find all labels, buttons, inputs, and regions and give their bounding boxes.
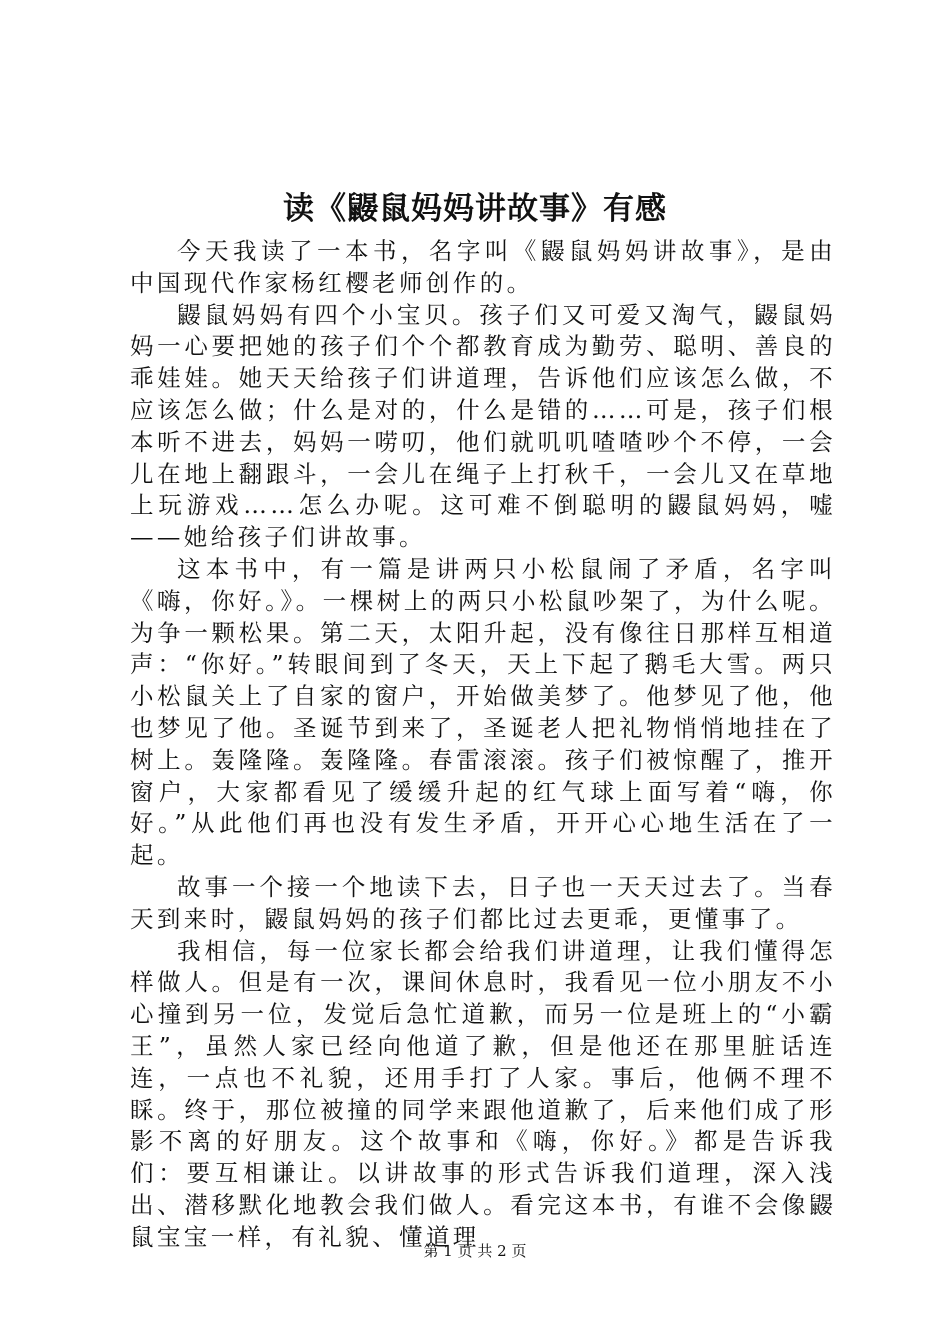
paragraph: 今天我读了一本书，名字叫《鼹鼠妈妈讲故事》，是由中国现代作家杨红樱老师创作的。	[130, 237, 836, 297]
paragraph: 故事一个接一个地读下去，日子也一天天过去了。当春天到来时，鼹鼠妈妈的孩子们都比过去更乖，更懂事了。	[130, 872, 836, 933]
paragraph: 这本书中，有一篇是讲两只小松鼠闹了矛盾，名字叫《嗨，你好。》。一棵树上的两只小松鼠吵架了，为什么呢。为争一颗松果。第二天，太阳升起，没有像往日那样互相道声：“你好。”转眼间到了冬天，天上下起了鹅毛大雪。两只小松鼠关上了自家的窗户，开始做美梦了。他梦见了他，他也梦见了他。圣诞节到来了，圣诞老人把礼物悄悄地挂在了树上。轰隆隆。轰隆隆。春雷滚滚。孩子们被惊醒了，推开窗户，大家都看见了缓缓升起的红气球上面写着“嗨，你好。”从此他们再也没有发生矛盾，开开心心地生活在了一起。	[130, 554, 836, 870]
paragraph: 我相信，每一位家长都会给我们讲道理，让我们懂得怎样做人。但是有一次，课间休息时，我看见一位小朋友不小心撞到另一位，发觉后急忙道歉，而另一位是班上的“小霸王”，虽然人家已经向他道了歉，但是他还在那里脏话连连，一点也不礼貌，还用手打了人家。事后，他俩不理不睬。终于，那位被撞的同学来跟他道歉了，后来他们成了形影不离的好朋友。这个故事和《嗨，你好。》都是告诉我们：要互相谦让。以讲故事的形式告诉我们道理，深入浅出、潜移默化地教会我们做人。看完这本书，有谁不会像鼹鼠宝宝一样，有礼貌、懂道理	[130, 936, 836, 1251]
document-body	[130, 236, 836, 1254]
paragraph: 鼹鼠妈妈有四个小宝贝。孩子们又可爱又淘气，鼹鼠妈妈一心要把她的孩子们个个都教育成为勤劳、聪明、善良的乖娃娃。她天天给孩子们讲道理，告诉他们应该怎么做，不应该怎么做；什么是对的，什么是错的……可是，孩子们根本听不进去，妈妈一唠叨，他们就叽叽喳喳吵个不停，一会儿在地上翻跟斗，一会儿在绳子上打秋千，一会儿又在草地上玩游戏……怎么办呢。这可难不倒聪明的鼹鼠妈妈，嘘——她给孩子们讲故事。	[130, 300, 836, 552]
document-title: 读《鼹鼠妈妈讲故事》有感	[283, 191, 667, 227]
page-number-footer: 第 1 页 共 2 页	[423, 1242, 527, 1260]
